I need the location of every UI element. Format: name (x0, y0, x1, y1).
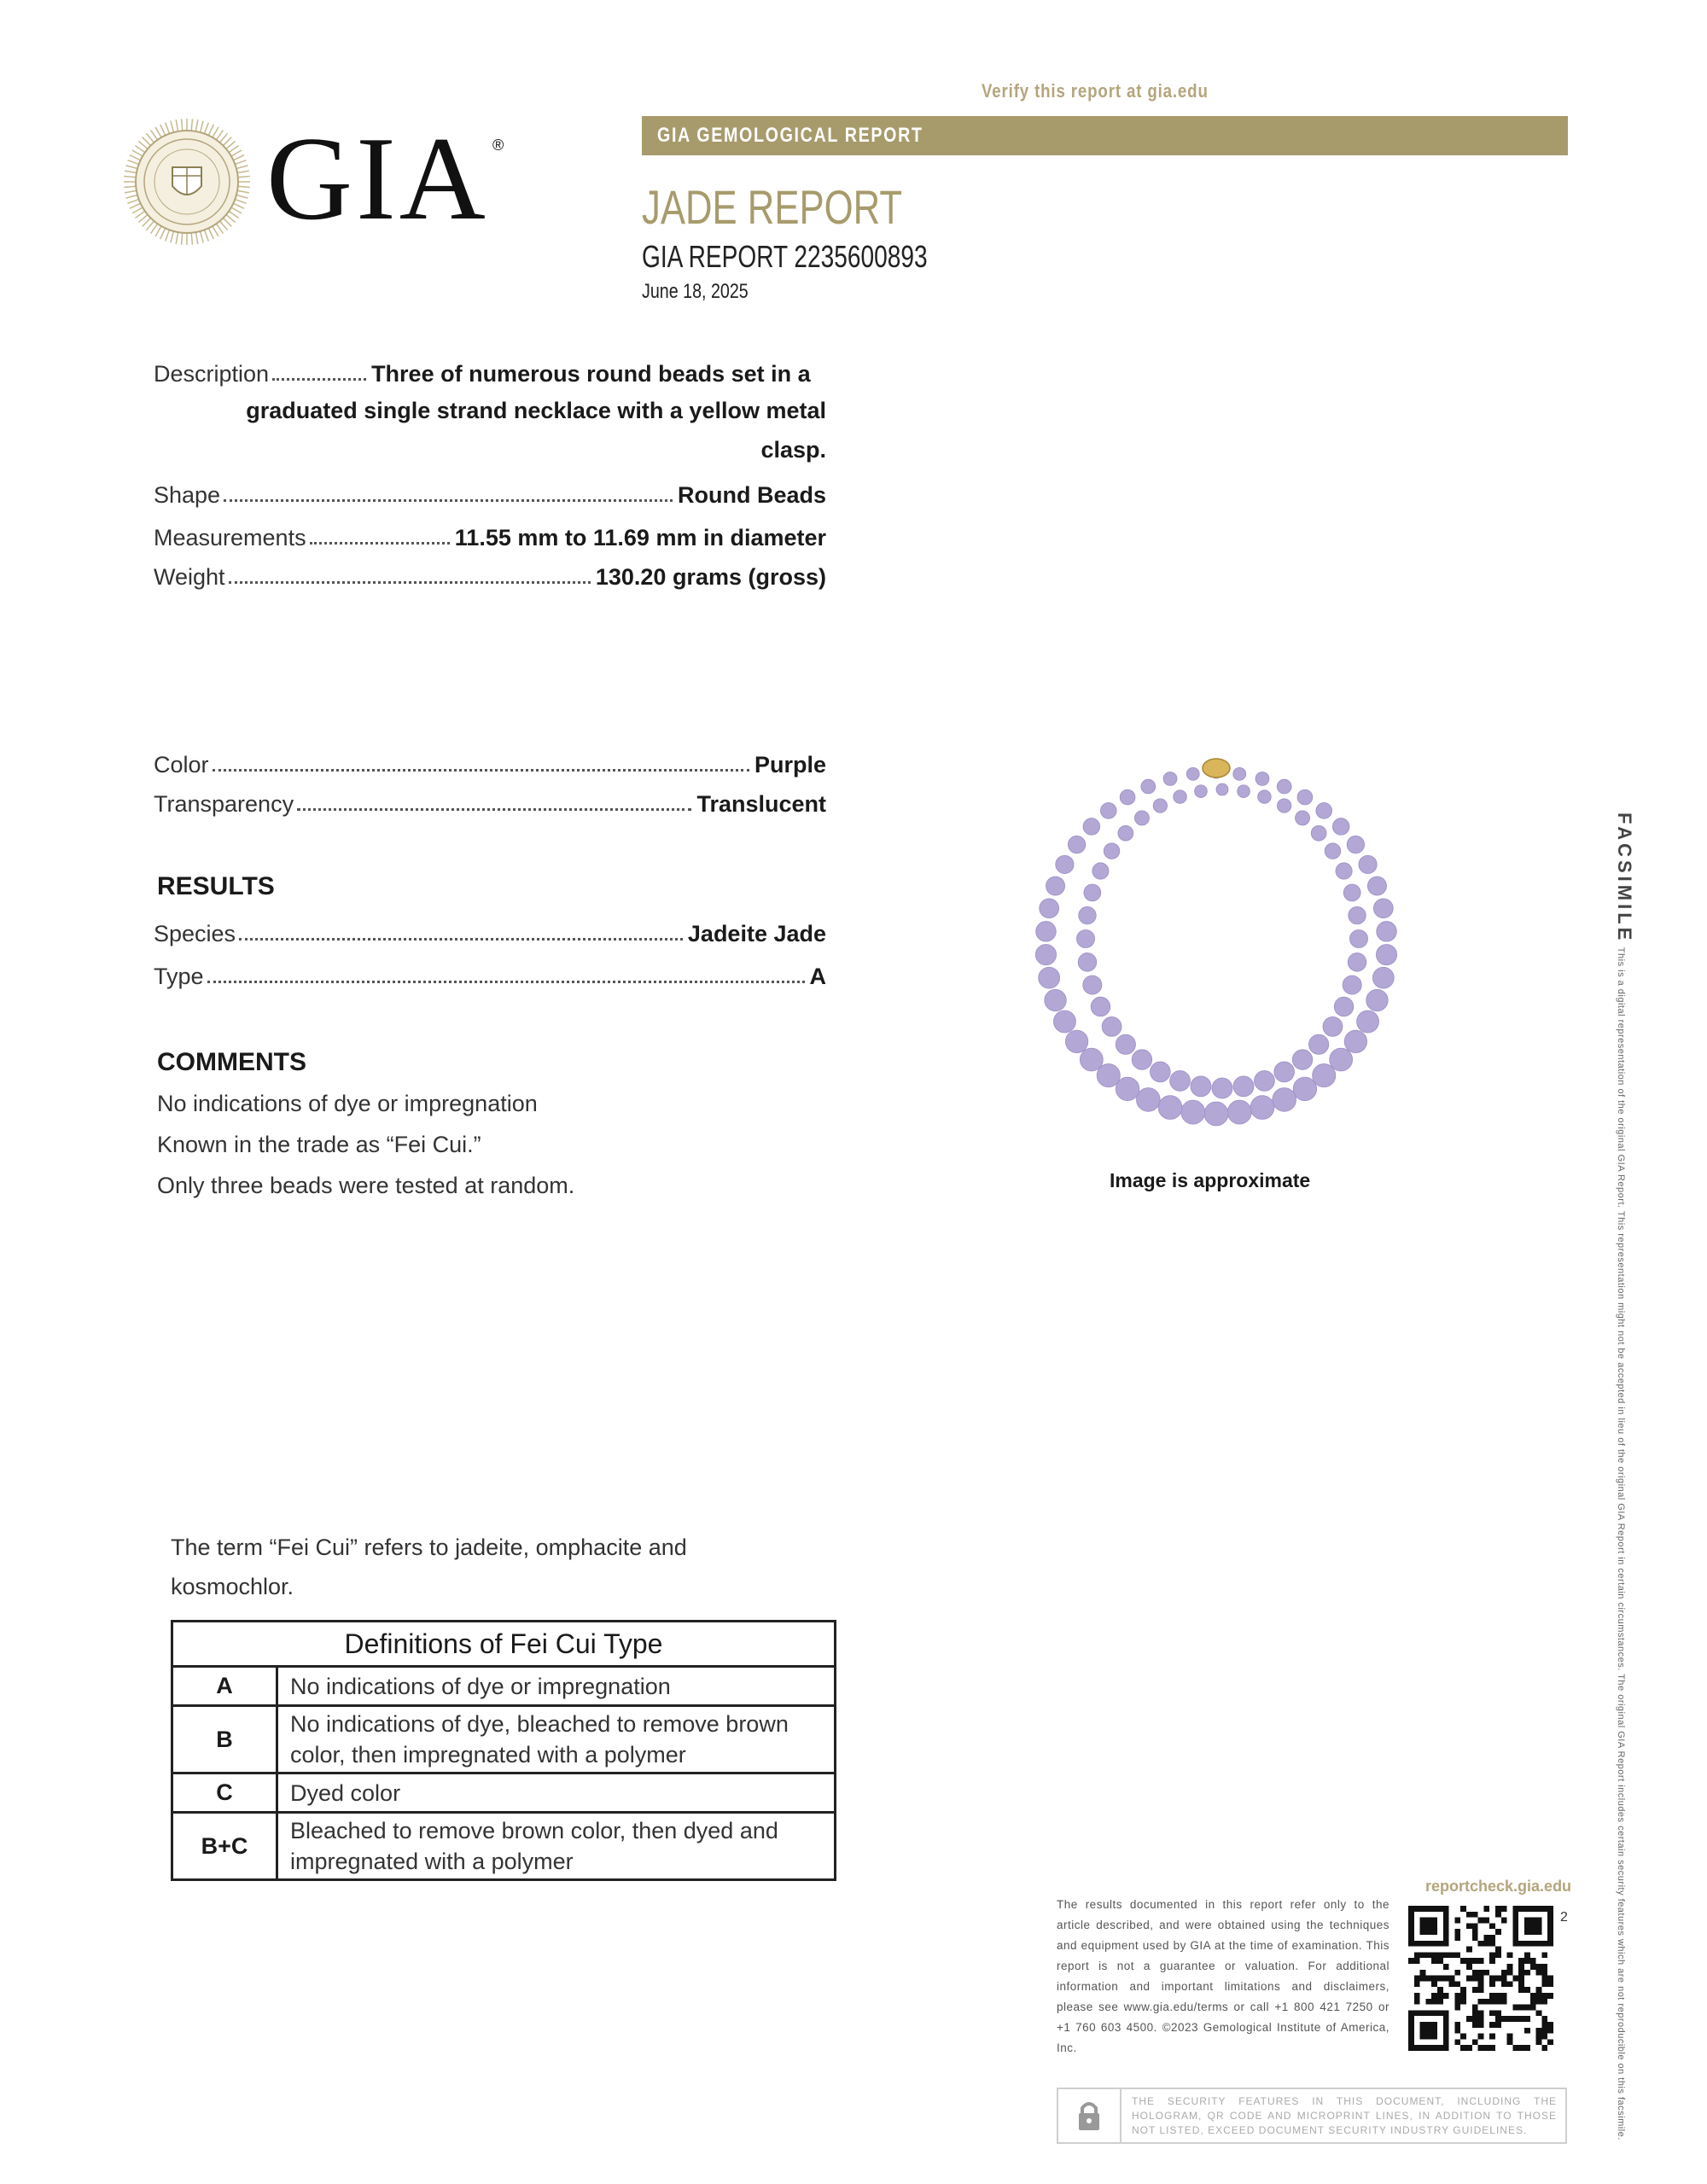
bead (1332, 818, 1349, 836)
type-label: Type (154, 964, 204, 989)
table-row (172, 1667, 836, 1706)
bead (1040, 899, 1059, 918)
bead (1212, 1078, 1232, 1098)
type-code: B (172, 1706, 277, 1773)
bead (1204, 1102, 1228, 1126)
bead (1373, 899, 1393, 918)
species-label: Species (154, 921, 236, 946)
reportcheck-link[interactable]: reportcheck.gia.edu (1425, 1878, 1572, 1895)
description-label: Description (154, 361, 270, 387)
gia-logo: GIA (266, 113, 489, 245)
bead (1313, 1064, 1336, 1087)
bead (1091, 997, 1110, 1016)
type-code: A (172, 1667, 277, 1706)
bead (1153, 799, 1167, 812)
leader-dots (272, 378, 366, 381)
bead (1357, 1010, 1379, 1033)
type-description: No indications of dye or impregnation (277, 1667, 836, 1706)
type-description: Bleached to remove brown color, then dyed and impregnated with a polymer (277, 1813, 836, 1880)
bead (1065, 1030, 1087, 1052)
measurements-label: Measurements (154, 525, 306, 550)
bead (1334, 997, 1354, 1016)
leader-dots (207, 981, 805, 983)
bead (1330, 1048, 1353, 1071)
facsimile-word: FACSIMILE (1614, 812, 1635, 944)
bead (1233, 1076, 1254, 1097)
band-label: GIA GEMOLOGICAL REPORT (657, 124, 923, 147)
bead (1273, 1088, 1296, 1112)
leader-dots (224, 499, 673, 502)
image-caption: Image is approximate (1110, 1169, 1311, 1191)
bead (1056, 855, 1074, 873)
fei-cui-definitions-table (171, 1620, 836, 1881)
measurements-value: 11.55 mm to 11.69 mm in diameter (454, 525, 826, 550)
bead (1344, 1030, 1366, 1052)
bead (1046, 877, 1065, 895)
bead (1359, 855, 1377, 873)
bead (1349, 906, 1366, 923)
bead (1045, 989, 1066, 1010)
bead (1035, 945, 1056, 965)
bead (1068, 836, 1085, 853)
description-value-line3: clasp. (760, 437, 826, 463)
bead (1348, 953, 1366, 972)
measurements-row (154, 517, 826, 551)
verify-link[interactable]: Verify this report at gia.edu (982, 80, 1209, 102)
bead (1316, 803, 1332, 819)
color-label: Color (154, 752, 209, 778)
type-row (154, 956, 826, 990)
weight-value: 130.20 grams (gross) (595, 564, 826, 590)
security-box (1057, 2088, 1567, 2144)
report-date: June 18, 2025 (642, 280, 749, 303)
shape-value: Round Beads (677, 482, 826, 508)
bead (1277, 799, 1290, 812)
bead (1104, 843, 1120, 859)
leader-dots (229, 581, 591, 584)
bead (1377, 922, 1397, 942)
bead (1311, 825, 1326, 841)
bead (1141, 779, 1156, 794)
bead (1296, 811, 1310, 825)
shape-row (154, 475, 826, 509)
leader-dots (239, 938, 683, 941)
facsimile-text: This is a digital representation of the original GIA Report. This representation might not be accepted in lieu of the original GIA Report in certain circumstances. The original GIA Report includes certain security features which are not reproducible on this facsimile. (1616, 946, 1626, 2140)
facsimile-notice (1605, 812, 1635, 2140)
bead (1116, 1077, 1139, 1100)
leader-dots (297, 808, 691, 811)
bead (1347, 836, 1364, 853)
bead (1336, 863, 1352, 879)
description-row (154, 353, 826, 387)
transparency-label: Transparency (154, 791, 294, 817)
bead (1150, 1062, 1170, 1082)
bead (1349, 929, 1367, 947)
bead (1076, 929, 1094, 947)
bead (1227, 1100, 1251, 1124)
registered-mark: ® (492, 137, 504, 154)
bead (1097, 1064, 1120, 1087)
weight-row (154, 556, 826, 591)
bead (1158, 1096, 1182, 1120)
bead (1120, 789, 1135, 805)
comment-line: Only three beads were tested at random. (157, 1173, 575, 1198)
type-value: A (809, 964, 826, 989)
comment-line: No indications of dye or impregnation (157, 1091, 538, 1116)
bead (1372, 967, 1394, 988)
transparency-row (154, 783, 826, 818)
report-band (642, 116, 1568, 155)
species-row (154, 913, 826, 947)
bead (1233, 767, 1246, 780)
disclaimer-text: The results documented in this report refer only to the article described, and were obtained using the techniques and equipment used by GIA at the time of examination. This report is not a guarantee or valuation. For additional information and important limitations and disclaimers, please see www.gia.edu/terms or call +1 800 421 7250 or +1 760 603 4500. ©2023 Gemological Institute of America, Inc. (1057, 1898, 1389, 2054)
bead (1255, 772, 1269, 785)
bead (1191, 1076, 1211, 1097)
bead (1116, 1034, 1135, 1054)
fei-cui-note: The term “Fei Cui” refers to jadeite, omphacite and kosmochlor. (171, 1535, 687, 1599)
bead (1100, 803, 1116, 819)
table-title: Definitions of Fei Cui Type (172, 1622, 836, 1667)
bead (1084, 884, 1101, 901)
description-value-line2: graduated single strand necklace with a yellow metal (246, 398, 826, 423)
bead (1134, 811, 1149, 825)
gia-seal-icon (123, 118, 251, 246)
bead (1079, 906, 1096, 923)
bead (1293, 1077, 1316, 1100)
bead (1277, 779, 1291, 794)
bead (1170, 1070, 1191, 1091)
necklace-image (1024, 743, 1408, 1127)
type-description: No indications of dye, bleached to remove brown color, then impregnated with a polymer (277, 1706, 836, 1773)
comment-line: Known in the trade as “Fei Cui.” (157, 1132, 481, 1157)
type-description: Dyed color (277, 1773, 836, 1813)
bead (1366, 989, 1388, 1010)
bead (1036, 922, 1057, 942)
table-row (172, 1773, 836, 1813)
bead (1181, 1100, 1205, 1124)
bead (1274, 1062, 1295, 1082)
bead (1297, 789, 1313, 805)
bead (1309, 1034, 1329, 1054)
bead (1163, 772, 1177, 785)
bead (1325, 843, 1341, 859)
bead (1367, 877, 1386, 895)
color-value: Purple (754, 752, 826, 778)
leader-dots (310, 542, 450, 545)
bead (1080, 1048, 1103, 1071)
bead (1136, 1088, 1160, 1112)
transparency-value: Translucent (696, 791, 826, 817)
bead (1102, 1016, 1121, 1036)
bead (1292, 1050, 1313, 1070)
bead (1343, 976, 1361, 994)
security-text: THE SECURITY FEATURES IN THIS DOCUMENT, INCLUDING THE HOLOGRAM, QR CODE AND MICROPRINT LINES, IN ADDITION TO THOSE NOT LISTED, EXCEED DOCUMENT SECURITY INDUSTRY GUIDELINES. (1132, 2095, 1557, 2136)
comments-heading: COMMENTS (157, 1048, 306, 1076)
shape-label: Shape (154, 482, 221, 508)
bead (1053, 1010, 1075, 1033)
type-code: B+C (172, 1813, 277, 1880)
bead (1039, 967, 1060, 988)
bead (1216, 783, 1228, 795)
clasp (1203, 759, 1230, 778)
description-value-line1: Three of numerous round beads set in a (371, 361, 811, 387)
bead (1092, 863, 1109, 879)
bead (1238, 785, 1250, 798)
bead (1258, 790, 1272, 804)
bead (1323, 1016, 1343, 1036)
type-code: C (172, 1773, 277, 1813)
bead (1118, 825, 1133, 841)
table-row (172, 1813, 836, 1880)
report-type: JADE REPORT (642, 180, 903, 234)
bead (1343, 884, 1360, 901)
weight-label: Weight (154, 564, 225, 590)
bead (1186, 767, 1199, 780)
bead (1083, 976, 1102, 994)
qr-page-number: 2 (1560, 1910, 1568, 1925)
bead (1083, 818, 1100, 836)
bead (1174, 790, 1187, 804)
qr-code-icon[interactable] (1408, 1906, 1553, 2051)
table-row (172, 1706, 836, 1773)
bead (1132, 1050, 1152, 1070)
lock-icon (1058, 2089, 1121, 2142)
report-number: GIA REPORT 2235600893 (642, 239, 928, 274)
species-value: Jadeite Jade (687, 921, 826, 946)
results-heading: RESULTS (157, 872, 275, 900)
bead (1195, 785, 1208, 798)
bead (1376, 945, 1396, 965)
leader-dots (213, 769, 749, 772)
bead (1255, 1070, 1275, 1091)
bead (1250, 1096, 1274, 1120)
color-row (154, 744, 826, 778)
bead (1078, 953, 1097, 972)
